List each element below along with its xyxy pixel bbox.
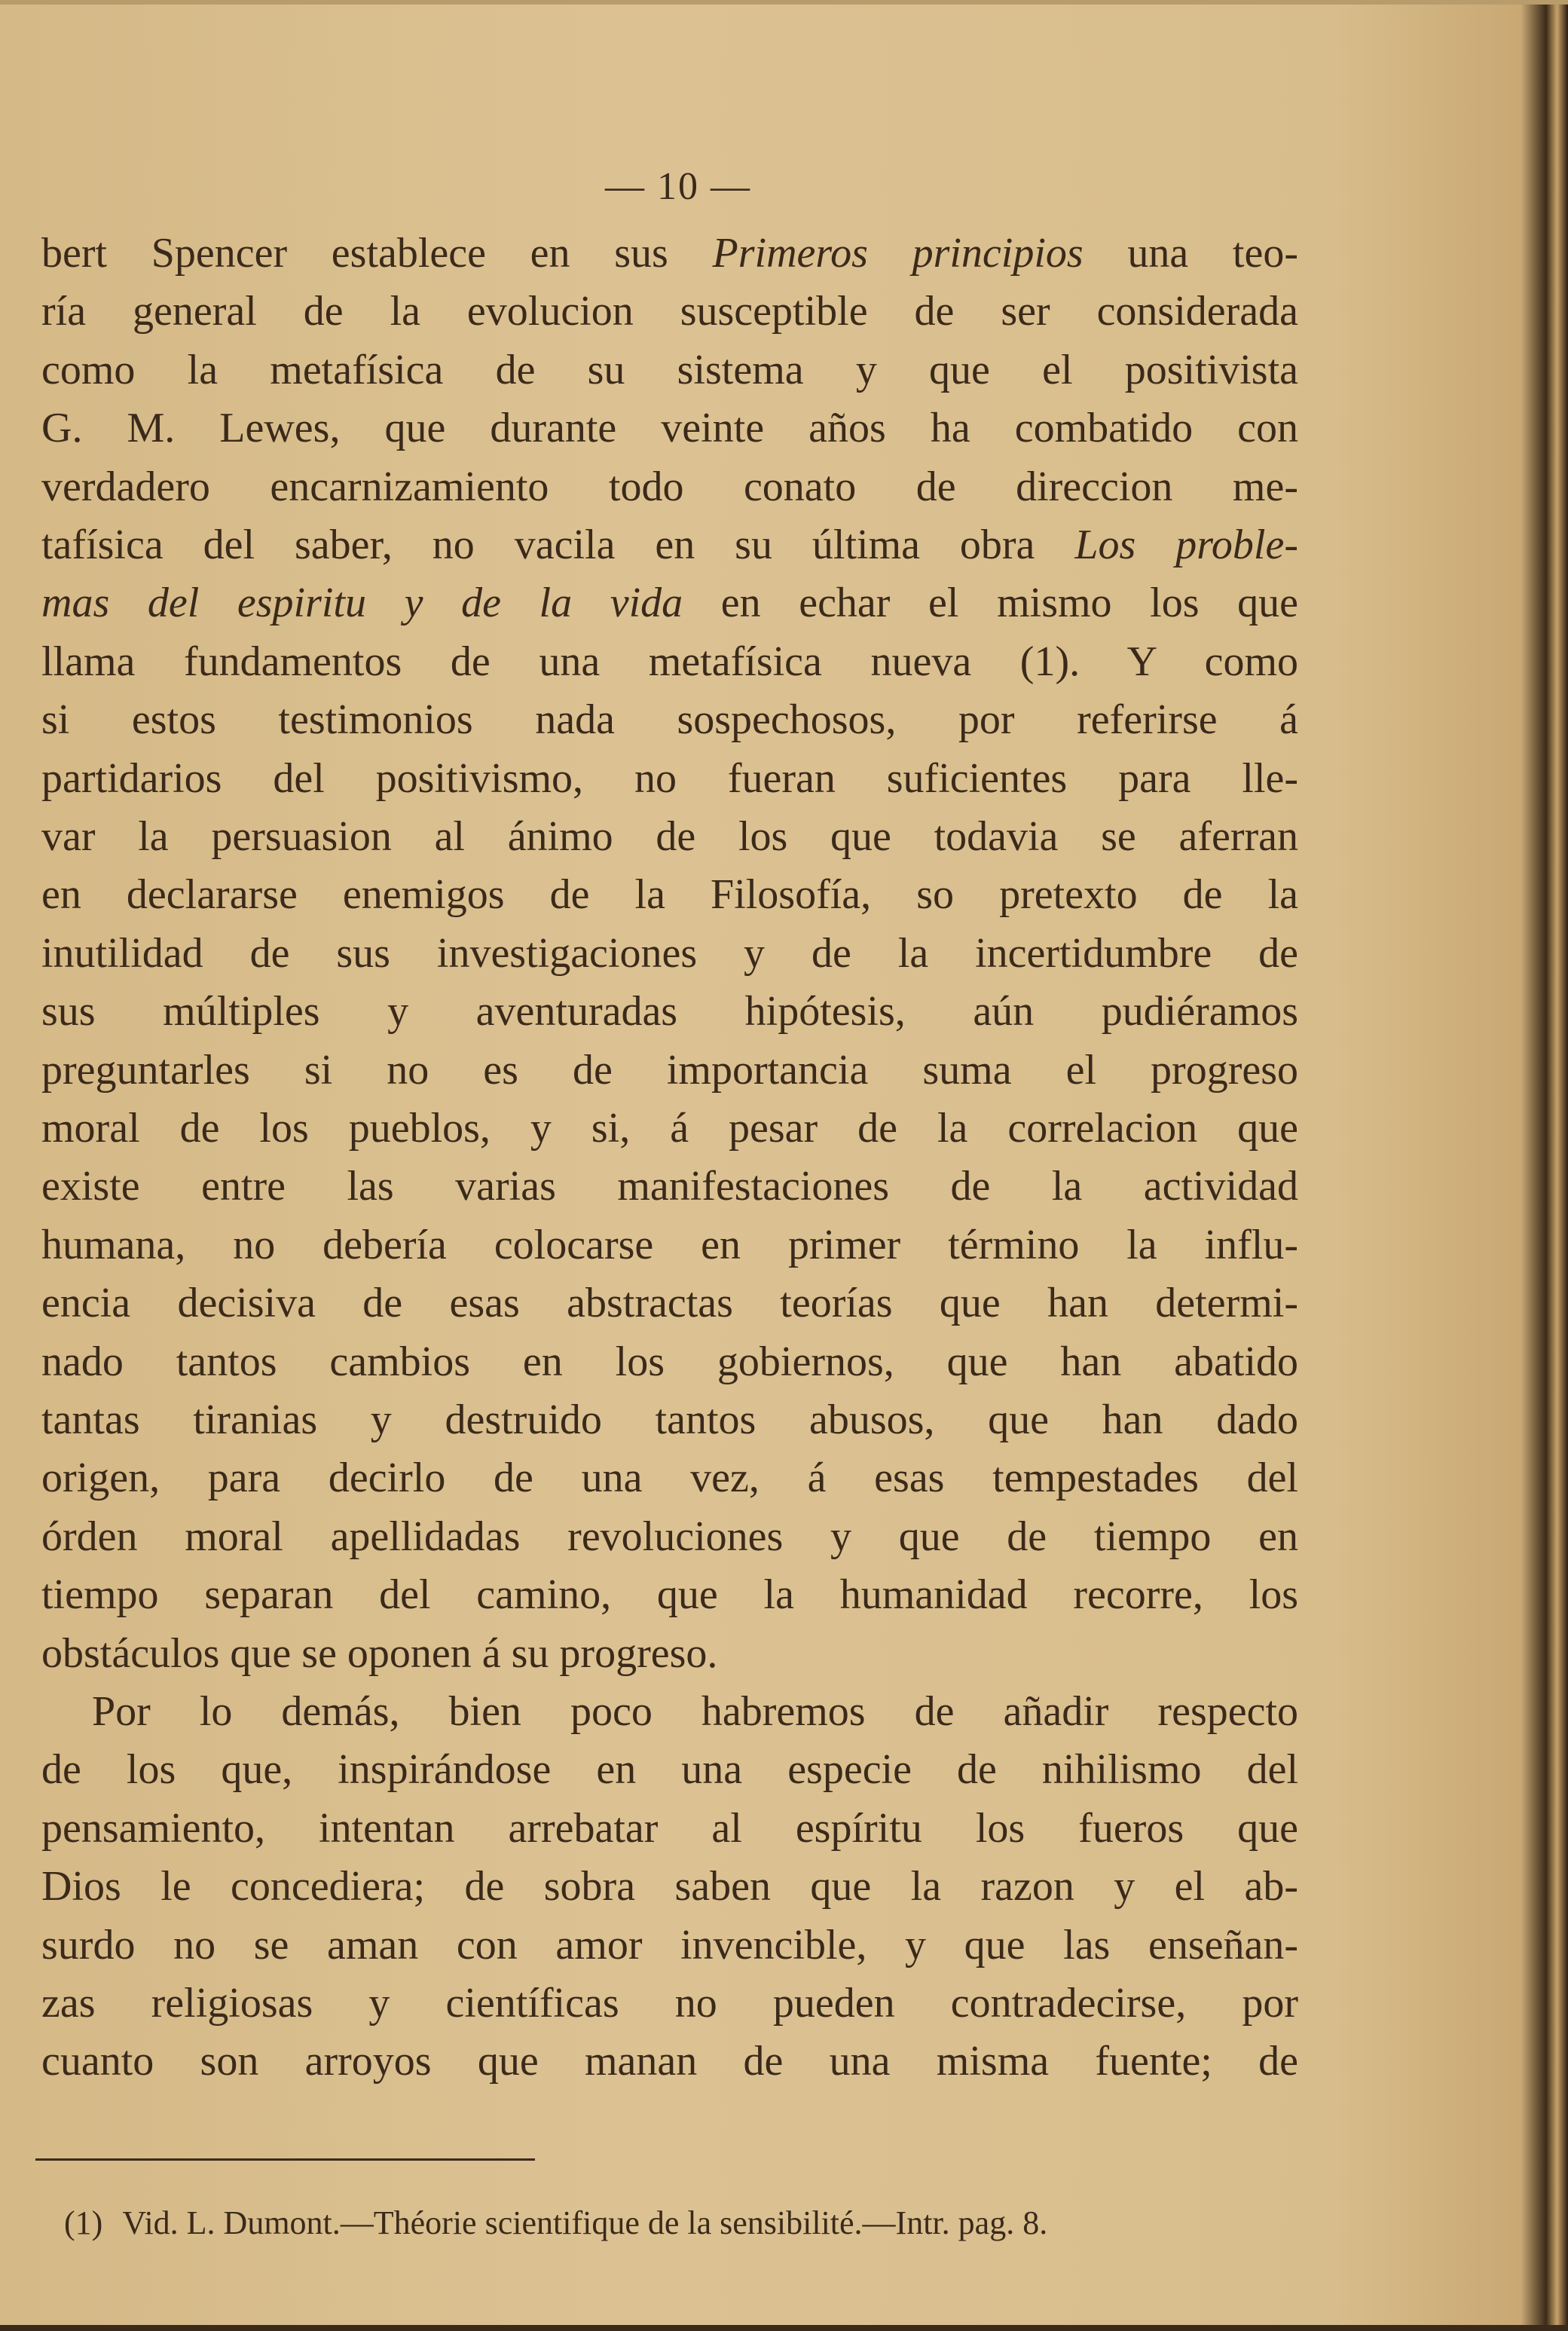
text-line <box>41 284 1298 338</box>
text-line <box>41 401 1298 455</box>
italic-title-text: Primeros principios <box>712 230 1084 277</box>
text-segment: existe entre las varias manifestaciones de la actividad <box>41 1163 1298 1210</box>
text-segment: tiempo separan del camino, que la humanidad recorre, los <box>41 1571 1298 1619</box>
text-segment: en echar el mismo los que <box>683 580 1298 627</box>
text-line <box>41 1859 1298 1913</box>
text-line <box>41 518 1298 572</box>
text-line <box>41 751 1298 806</box>
text-line <box>41 1335 1298 1389</box>
text-segment: una teo- <box>1083 230 1298 277</box>
text-segment: nado tantos cambios en los gobiernos, que han abatido <box>41 1338 1298 1385</box>
text-segment: órden moral apellidadas revoluciones y que de tiempo en <box>41 1513 1298 1560</box>
text-segment: cuanto son arroyos que manan de una misma fuente; de <box>41 2038 1298 2085</box>
text-line <box>41 1626 1298 1681</box>
footnote-text: Vid. L. Dumont.—Théorie scientifique de la sensibilité.—Intr. pag. 8. <box>122 2204 1048 2241</box>
text-line <box>41 1742 1298 1797</box>
text-line <box>41 576 1298 630</box>
text-line <box>41 1218 1298 1272</box>
text-segment: en declararse enemigos de la Filosofía, so pretexto de la <box>41 871 1298 919</box>
text-segment: zas religiosas y científicas no pueden contradecirse, por <box>41 1980 1298 2027</box>
text-segment: sus múltiples y aventuradas hipótesis, aún pudiéramos <box>41 988 1298 1035</box>
text-line <box>41 1510 1298 1564</box>
text-line <box>41 693 1298 747</box>
text-line <box>41 460 1298 514</box>
text-segment: como la metafísica de su sistema y que el positivista <box>41 346 1298 393</box>
text-line <box>41 1451 1298 1505</box>
text-line <box>41 343 1298 397</box>
text-segment: bert Spencer establece en sus <box>41 230 713 277</box>
italic-title-text: Los proble- <box>1074 522 1298 568</box>
text-segment: inutilidad de sus investigaciones y de la incertidumbre de <box>41 929 1298 977</box>
text-line <box>41 226 1298 280</box>
text-segment: encia decisiva de esas abstractas teorías que han determi- <box>41 1280 1298 1327</box>
text-segment: verdadero encarnizamiento todo conato de direccion me- <box>41 463 1298 510</box>
text-line <box>41 1801 1298 1855</box>
text-segment: llama fundamentos de una metafísica nueva (1). Y como <box>41 638 1298 685</box>
page-top-edge <box>0 0 1568 5</box>
text-segment: tafísica del saber, no vacila en su última obra <box>41 522 1075 568</box>
italic-title-text: mas del espiritu y de la vida <box>41 580 683 627</box>
text-line <box>92 1684 1298 1739</box>
text-line <box>41 1276 1298 1330</box>
text-segment: surdo no se aman con amor invencible, y que las enseñan- <box>41 1921 1298 1969</box>
text-segment: var la persuasion al ánimo de los que todavia se aferran <box>41 813 1298 860</box>
text-line <box>41 1043 1298 1097</box>
footnote-mark: (1) <box>64 2204 103 2241</box>
text-segment: obstáculos que se oponen á su progreso. <box>41 1629 718 1677</box>
text-line <box>41 1159 1298 1213</box>
text-segment: Dios le concediera; de sobra saben que la razon y el ab- <box>41 1863 1298 1910</box>
footnote <box>64 2201 1047 2246</box>
text-line <box>41 809 1298 864</box>
text-line <box>41 1393 1298 1447</box>
text-segment: G. M. Lewes, que durante veinte años ha combatido con <box>41 405 1298 452</box>
text-line <box>41 984 1298 1039</box>
text-line <box>41 635 1298 689</box>
text-segment: si estos testimonios nada sospechosos, por referirse á <box>41 696 1298 744</box>
text-segment: origen, para decirlo de una vez, á esas tempestades del <box>41 1455 1298 1502</box>
text-segment: humana, no debería colocarse en primer término la influ- <box>41 1221 1298 1268</box>
text-segment: Por lo demás, bien poco habremos de añadir respecto <box>92 1688 1298 1735</box>
text-line <box>41 1568 1298 1622</box>
text-segment: moral de los pueblos, y si, á pesar de la correlacion que <box>41 1105 1298 1152</box>
page-bottom-edge <box>0 2325 1568 2331</box>
text-line <box>41 1918 1298 1972</box>
page-number: — 10 — <box>605 165 751 208</box>
text-line <box>41 1976 1298 2030</box>
text-line <box>41 926 1298 980</box>
text-segment: pensamiento, intentan arrebatar al espíritu los fueros que <box>41 1804 1298 1852</box>
text-segment: tantas tiranias y destruido tantos abusos, que han dado <box>41 1396 1298 1443</box>
footnote-divider <box>35 2158 535 2161</box>
text-line <box>41 867 1298 922</box>
text-segment: partidarios del positivismo, no fueran suficientes para lle- <box>41 754 1298 802</box>
text-line <box>41 1101 1298 1155</box>
text-line <box>41 2034 1298 2088</box>
text-segment: de los que, inspirándose en una especie de nihilismo del <box>41 1746 1298 1794</box>
text-segment: preguntarles si no es de importancia suma el progreso <box>41 1046 1298 1094</box>
text-segment: ría general de la evolucion susceptible de ser considerada <box>41 288 1298 335</box>
